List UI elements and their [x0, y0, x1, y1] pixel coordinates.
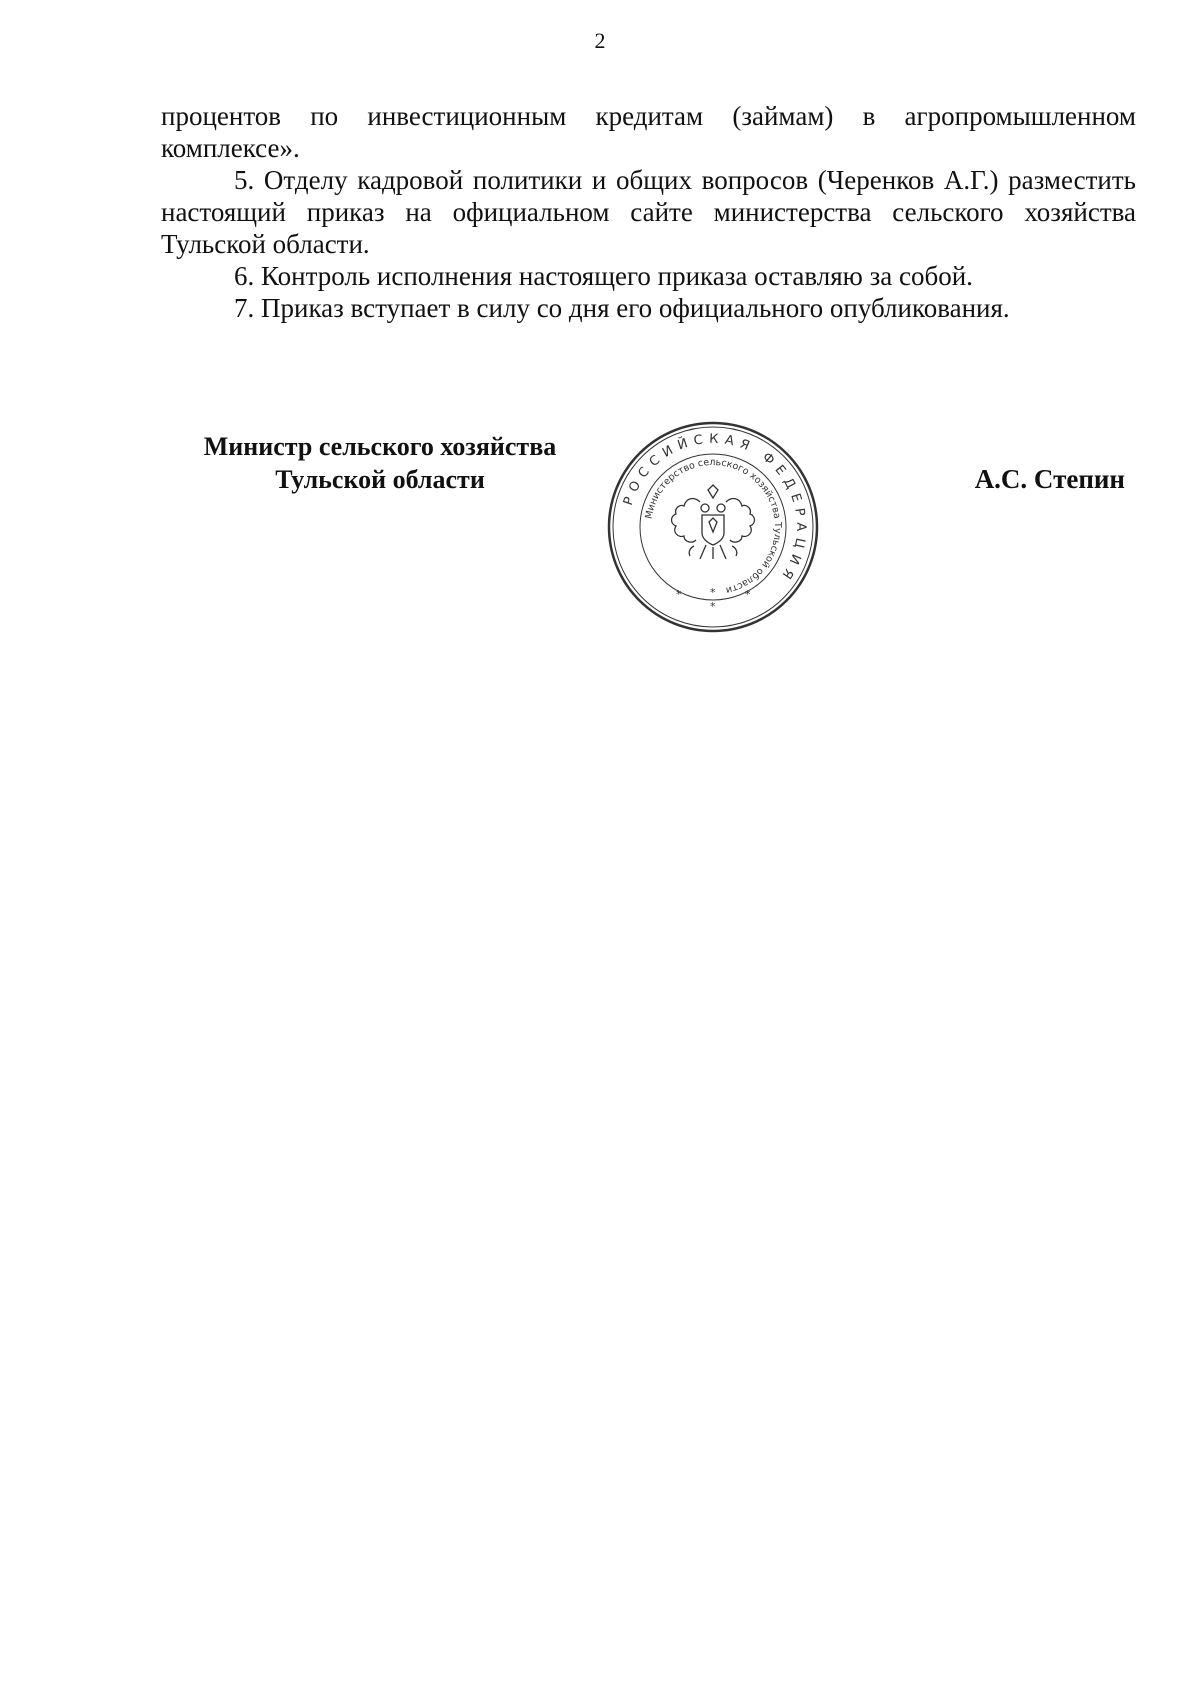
signature-position: [170, 430, 590, 496]
seal-outer-text-path: РОССИЙСКАЯ ФЕДЕРАЦИЯ: [620, 431, 809, 587]
official-seal: [606, 420, 820, 634]
seal-star-left: *: [676, 588, 682, 601]
seal-middle-ring: [640, 454, 786, 600]
signature-position-line1: Министр сельского хозяйства: [203, 432, 557, 461]
official-seal-graphic: [606, 420, 820, 634]
document-body: [161, 100, 1136, 324]
paragraph-item-7: 7. Приказ вступает в силу со дня его официального опубликования.: [234, 293, 1010, 323]
seal-star-bottom: *: [710, 600, 716, 613]
seal-star-right: *: [745, 588, 751, 601]
signer-name: А.С. Степин: [974, 464, 1125, 494]
paragraph-item-5: 5. Отделу кадровой политики и общих вопросов (Черенков А.Г.) разместить настоящий приказ на официальном сайте министерства сельского хозяйства Тульской области.: [161, 165, 1136, 259]
seal-inner-text: [644, 457, 784, 596]
paragraph-continuation: процентов по инвестиционным кредитам (займам) в агропромышленном комплексе».: [161, 101, 1136, 163]
signature-position-line2: Тульской области: [275, 465, 485, 494]
seal-star-center: *: [710, 586, 716, 599]
seal-inner-text-path: Министерство сельского хозяйства Тульской области: [643, 456, 784, 596]
page-number: 2: [594, 28, 606, 53]
paragraph-item-6: 6. Контроль исполнения настоящего приказа оставляю за собой.: [234, 261, 973, 291]
coat-of-arms-icon: [672, 485, 755, 559]
